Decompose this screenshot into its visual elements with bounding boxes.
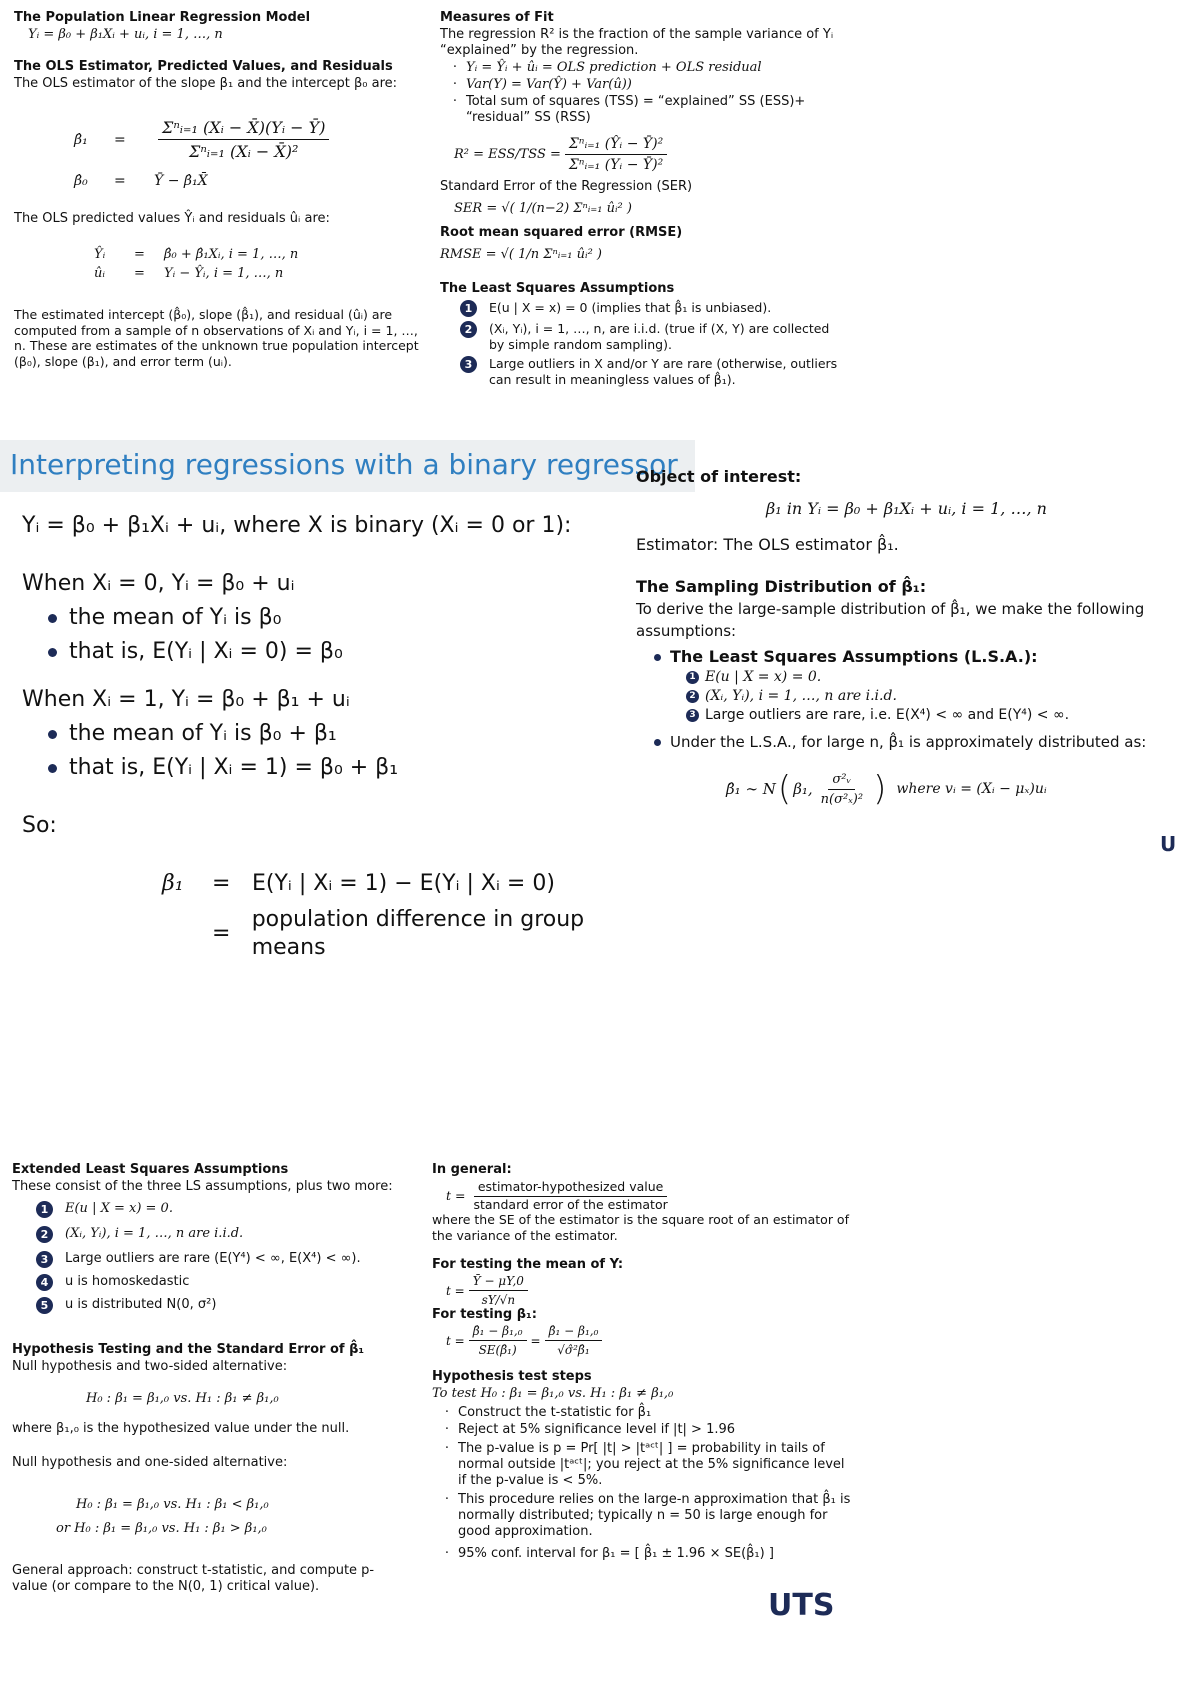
step-3: · The p-value is p = Pr[ |t| > |tᵃᶜᵗ| ] = probability in tails of normal outside |tᵃᶜᵗ|; you reject at the 5% significance level if the p-value is < 5%. (444, 1441, 845, 1488)
sampling-text: To derive the large-sample distribution of β̂₁, we make the following assumptions: (636, 600, 1145, 640)
when-x-1-bullet-2: that is, E(Yᵢ | Xᵢ = 1) = β₀ + β₁ (22, 754, 662, 782)
sampling-distribution-panel (636, 466, 1176, 809)
beta1-hat-formula: β̂₁ = $\frac{\text{Σⁿᵢ₌₁ (Xᵢ − X̄)(Yᵢ − Ȳ)}}{\text{Σⁿᵢ₌₁ (Xᵢ − X̄)²}}$ (14, 118, 414, 161)
lsa-bullet: The Least Squares Assumptions (L.S.A.): (636, 646, 1176, 668)
uhat-formula: ûᵢ = Yᵢ − Ŷᵢ, i = 1, …, n (94, 266, 284, 281)
t-general-formula: t = $\frac{\text{estimator-hypothesized value}}{\text{standard error of the estimator}}$ (446, 1179, 668, 1212)
bullet-icon (654, 739, 661, 746)
step-4: · This procedure relies on the large-n approximation that β̂₁ is normally distributed; typically n = 50 is large enough for good approximation. (444, 1492, 851, 1539)
when-x-1-bullet-1: the mean of Yᵢ is β₀ + β₁ (22, 720, 662, 748)
beta0-hat-formula: β̂₀ = Ȳ − β̂₁X̄ (74, 173, 208, 189)
object-of-interest-heading: Object of interest: (636, 467, 802, 486)
object-of-interest-equation: β₁ in Yᵢ = β₀ + β₁Xᵢ + uᵢ, i = 1, …, n (766, 499, 1047, 518)
bullet-icon (654, 654, 661, 661)
in-general-heading: In general: (432, 1162, 512, 1177)
ext-item-4: 4 u is homoskedastic (12, 1274, 412, 1291)
two-sided-hypotheses: H₀ : β₁ = β₁,₀ vs. H₁ : β₁ ≠ β₁,₀ (86, 1391, 279, 1406)
t-beta-formula: t = $\frac{\text{β̂₁ − β₁,₀}}{\text{SE(β̂₁)}}$ = $\frac{\text{β̂₁ − β₁,₀}}{\text{√σ̂²β̂₁}}$ (432, 1324, 852, 1357)
ext-item-1: 1 E(u | X = x) = 0. (12, 1201, 412, 1218)
beta0-hat-rhs: Ȳ − β̂₁X̄ (154, 173, 208, 189)
section-title: Interpreting regressions with a binary regressor (10, 448, 678, 481)
hypothesized-value-note: where β₁,₀ is the hypothesized value under the null. (12, 1421, 350, 1436)
measures-of-fit-heading: Measures of Fit (440, 10, 554, 25)
hypothesis-testing-heading: Hypothesis Testing and the Standard Error of β̂₁ (12, 1342, 365, 1357)
r2-formula: R² = ESS/TSS = $\frac{\text{Σⁿᵢ₌₁ (Ŷᵢ − Ȳ)²}}{\text{Σⁿᵢ₌₁ (Yᵢ − Ȳ)²}}$ (440, 136, 840, 173)
lsa-item-1: 1 E(u | X = x) = 0 (implies that β̂₁ is unbiased). (440, 300, 840, 317)
step-2: · Reject at 5% significance level if |t| > 1.96 (444, 1422, 736, 1437)
population-model-heading: The Population Linear Regression Model (14, 10, 311, 25)
bullet-icon (48, 614, 57, 623)
one-sided-hypothesis-1: H₀ : β₁ = β₁,₀ vs. H₁ : β₁ < β₁,₀ (76, 1497, 269, 1512)
fit-item-3: · Total sum of squares (TSS) = “explained” SS (ESS)+ “residual” SS (RSS) (452, 94, 806, 125)
extended-lsa-intro: These consist of the three LS assumptions, plus two more: (12, 1179, 393, 1194)
predicted-values-intro: The OLS predicted values Ŷᵢ and residuals ûᵢ are: (14, 211, 330, 226)
step-1: · Construct the t-statistic for β̂₁ (444, 1405, 652, 1420)
yhat-formula: Ŷᵢ = β̂₀ + β̂₁Xᵢ, i = 1, …, n (94, 247, 299, 262)
se-explanation: where the SE of the estimator is the square root of an estimator of the variance of the estimator. (432, 1212, 849, 1243)
mean-test-heading: For testing the mean of Y: (432, 1257, 624, 1272)
when-x-0: When Xᵢ = 0, Yᵢ = β₀ + uᵢ (22, 571, 295, 596)
bullet-icon (48, 730, 57, 739)
bullet-icon (48, 648, 57, 657)
test-steps-intro: To test H₀ : β₁ = β₁,₀ vs. H₁ : β₁ ≠ β₁,₀ (432, 1386, 674, 1401)
two-sided-intro: Null hypothesis and two-sided alternative: (12, 1359, 288, 1374)
number-two-icon: 2 (686, 690, 699, 703)
number-one-icon: 1 (460, 300, 477, 317)
t-mean-formula: t = $\frac{Ȳ - \mu Y,0}{sY/√n}$ (432, 1274, 852, 1307)
extended-lsa-panel (12, 1162, 412, 1595)
number-two-icon: 2 (36, 1226, 53, 1243)
so-label: So: (22, 813, 57, 838)
asymptotic-distribution: β̂₁ ∼ N ( β₁, $\frac{\text{σ²ᵥ}}{\text{n(σ²ₓ)²}}$ ) where vᵢ = (Xᵢ − μₓ)uᵢ (726, 769, 1047, 809)
ext-item-3: 3 Large outliers are rare (E(Y⁴) < ∞, E(X⁴) < ∞). (12, 1251, 412, 1268)
fit-item-1: · Yᵢ = Ŷᵢ + ûᵢ = OLS prediction + OLS residual (452, 60, 762, 75)
measures-of-fit-panel (440, 10, 840, 388)
sampling-heading: The Sampling Distribution of β̂₁: (636, 577, 927, 596)
r2-denominator: Σⁿᵢ₌₁ (Yᵢ − Ȳ)² (568, 157, 664, 173)
lsa-r-item-1: 1 E(u | X = x) = 0. (636, 668, 1176, 687)
beta1-hat-fraction (158, 118, 329, 161)
rmse-heading: Root mean squared error (RMSE) (440, 225, 683, 240)
ols-estimator-intro: The OLS estimator of the slope β₁ and the intercept β₀ are: (14, 76, 398, 91)
beta1-difference-line-2: = population difference in group means (212, 907, 585, 960)
uts-logo: UTS (768, 1588, 835, 1623)
rmse-formula: RMSE = √( 1/n Σⁿᵢ₌₁ ûᵢ² ) (440, 247, 602, 262)
population-model-equation: Yᵢ = β₀ + β₁Xᵢ + uᵢ, i = 1, …, n (28, 27, 223, 42)
lsa-item-2: 2 (Xᵢ, Yᵢ), i = 1, …, n, are i.i.d. (true if (X, Y) are collected by simple random sampling). (440, 321, 840, 352)
number-three-icon: 3 (460, 356, 477, 373)
beta-test-heading: For testing β₁: (432, 1307, 537, 1322)
ols-model-panel (14, 10, 419, 369)
beta1-difference-line-1: β₁ = E(Yᵢ | Xᵢ = 1) − E(Yᵢ | Xᵢ = 0) (162, 871, 555, 896)
beta1-hat-symbol: β̂₁ (74, 131, 88, 148)
under-lsa-bullet: Under the L.S.A., for large n, β̂₁ is approximately distributed as: (636, 731, 1176, 753)
logo-fragment: U (1160, 832, 1177, 856)
ext-item-5: 5 u is distributed N(0, σ²) (12, 1297, 412, 1314)
when-x-1: When Xᵢ = 1, Yᵢ = β₀ + β₁ + uᵢ (22, 687, 350, 712)
one-sided-intro: Null hypothesis and one-sided alternative: (12, 1455, 288, 1470)
lsa-item-3: 3 Large outliers in X and/or Y are rare (otherwise, outliers can result in meaningless values of β̂₁). (440, 356, 840, 387)
ser-heading: Standard Error of the Regression (SER) (440, 179, 693, 194)
r2-intro: The regression R² is the fraction of the sample variance of Yᵢ “explained” by the regression. (440, 27, 834, 58)
ols-estimator-heading: The OLS Estimator, Predicted Values, and Residuals (14, 59, 393, 74)
number-three-icon: 3 (686, 709, 699, 722)
step-5: · 95% conf. interval for β₁ = [ β̂₁ ± 1.96 × SE(β̂₁) ] (444, 1546, 774, 1561)
beta1-hat-numerator: Σⁿᵢ₌₁ (Xᵢ − X̄)(Yᵢ − Ȳ) (158, 118, 329, 140)
estimator-line: Estimator: The OLS estimator β̂₁. (636, 535, 899, 554)
number-four-icon: 4 (36, 1274, 53, 1291)
lsa-heading: The Least Squares Assumptions (440, 281, 675, 296)
r2-numerator: Σⁿᵢ₌₁ (Ŷᵢ − Ȳ)² (565, 136, 667, 155)
binary-model-line: Yᵢ = β₀ + β₁Xᵢ + uᵢ, where X is binary (Xᵢ = 0 or 1): (22, 513, 572, 538)
number-one-icon: 1 (36, 1201, 53, 1218)
t-statistic-panel (432, 1162, 852, 1563)
beta0-hat-symbol: β̂₀ (74, 173, 88, 189)
when-x-0-bullet-2: that is, E(Yᵢ | Xᵢ = 0) = β₀ (22, 638, 662, 666)
fit-item-2: · Var(Y) = Var(Ŷ) + Var(û)) (452, 77, 632, 92)
extended-lsa-heading: Extended Least Squares Assumptions (12, 1162, 289, 1177)
one-sided-hypothesis-2: or H₀ : β₁ = β₁,₀ vs. H₁ : β₁ > β₁,₀ (56, 1521, 267, 1536)
number-one-icon: 1 (686, 671, 699, 684)
binary-regressor-panel (22, 512, 662, 962)
number-two-icon: 2 (460, 321, 477, 338)
bullet-icon (48, 764, 57, 773)
lsa-r-item-2: 2 (Xᵢ, Yᵢ), i = 1, …, n are i.i.d. (636, 687, 1176, 706)
estimates-explanation: The estimated intercept (β̂₀), slope (β̂₁), and residual (ûᵢ) are computed from a sample of n observations of Xᵢ and Yᵢ, i = 1, …, n. These are estimates of the unknown true population intercept (β₀), slope (β₁), and error term (uᵢ). (14, 307, 419, 369)
beta1-hat-denominator: Σⁿᵢ₌₁ (Xᵢ − X̄)² (189, 142, 299, 161)
when-x-0-bullet-1: the mean of Yᵢ is β₀ (22, 604, 662, 632)
ser-formula: SER = √( 1/(n−2) Σⁿᵢ₌₁ ûᵢ² ) (454, 201, 632, 216)
test-steps-heading: Hypothesis test steps (432, 1369, 592, 1384)
number-five-icon: 5 (36, 1297, 53, 1314)
number-three-icon: 3 (36, 1251, 53, 1268)
ext-item-2: 2 (Xᵢ, Yᵢ), i = 1, …, n are i.i.d. (12, 1226, 412, 1243)
general-approach: General approach: construct t-statistic, and compute p-value (or compare to the N(0, 1) critical value). (12, 1563, 375, 1594)
lsa-r-item-3: 3 Large outliers are rare, i.e. E(X⁴) < ∞ and E(Y⁴) < ∞. (636, 706, 1176, 725)
